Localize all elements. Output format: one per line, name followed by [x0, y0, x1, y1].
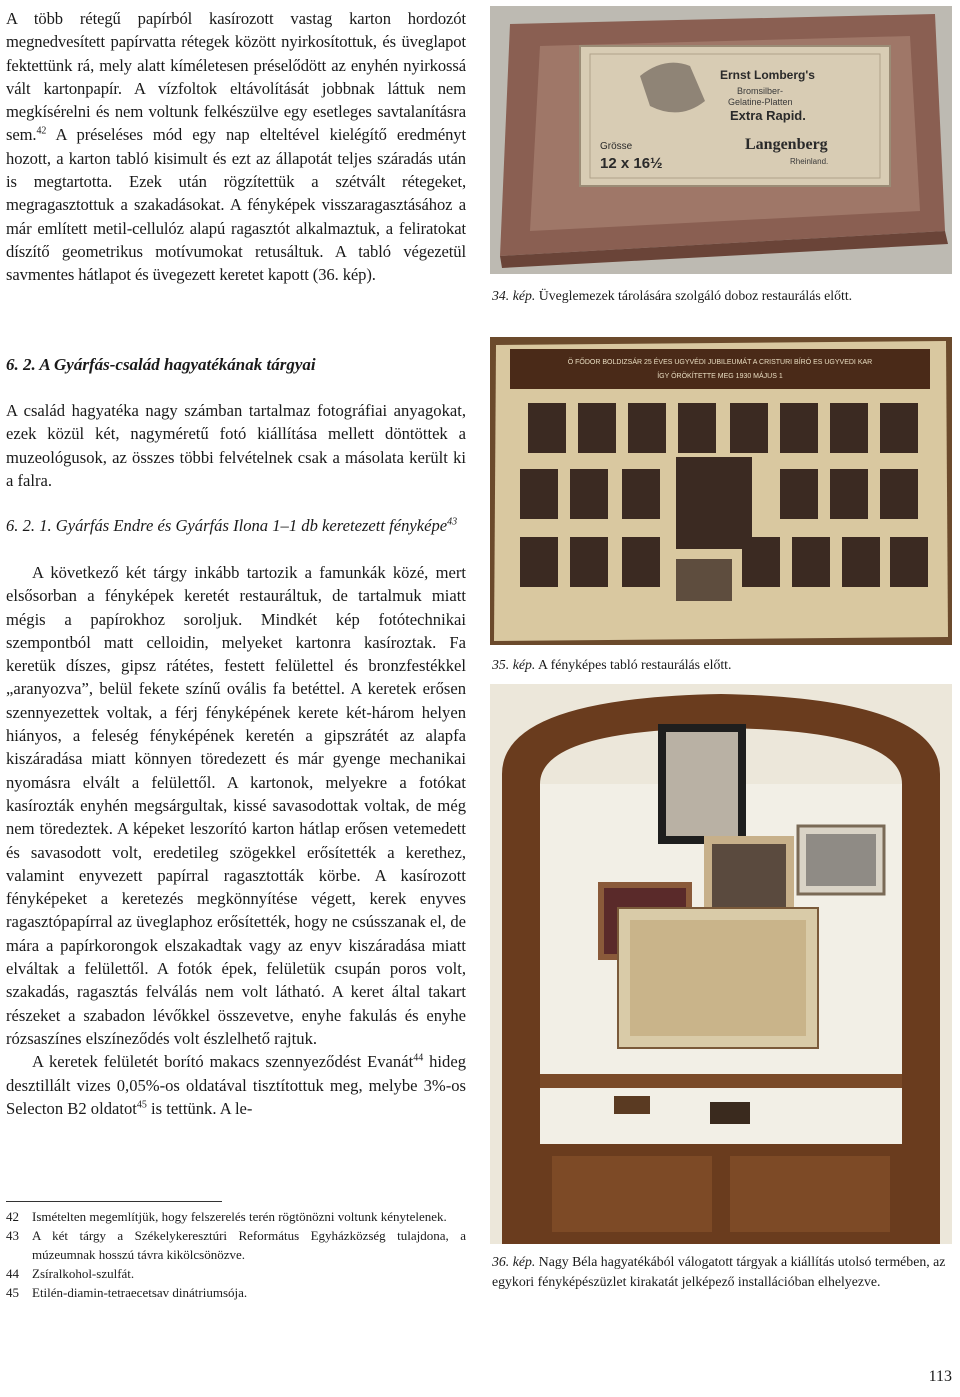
caption-36 [492, 1252, 952, 1292]
footnote-text: A két tárgy a Székelykeresztúri Református Egyházközség tulajdona, a múzeumnak hosszú távra kikölcsönözve. [32, 1228, 466, 1262]
region-name: Rheinland. [790, 157, 829, 166]
footnote [6, 1283, 466, 1302]
photo-installation [490, 684, 952, 1244]
caption-number: 35. kép. [492, 657, 536, 672]
subsection-heading [6, 514, 466, 537]
paragraph-text: A több rétegű papírból kasírozott vastag karton hordozót megnedvesített papírvatta rétegek között nyirkosítottuk, és üveglapot fektettünk rá, mely alatt kíméletesen préselődött az enyhén nyirkossá vált kartonpapír. A vízfoltok eltávolítását jobbnak láttuk nem megkísérelni és nem voltunk felkészülve egy esetleges savtalanításra sem. [6, 9, 466, 145]
caption-number: 36. kép. [492, 1254, 536, 1269]
footnote-text: Etilén-diamin-tetraecetsav dinátriumsója. [32, 1285, 248, 1300]
footnote-number: 44 [6, 1266, 19, 1281]
paragraph-text: A keretek felületét borító makacs szennyeződést Evanát [32, 1052, 414, 1072]
footnotes [6, 1207, 466, 1302]
footnote-ref[interactable]: 42 [36, 125, 47, 137]
portrait [520, 469, 558, 519]
size-value: 12 x 16½ [600, 155, 663, 172]
photo-right [806, 834, 876, 886]
display-shelf [540, 1074, 902, 1088]
portrait [628, 403, 666, 453]
label-line: Extra Rapid. [730, 108, 806, 123]
paragraph [6, 7, 466, 287]
portrait [622, 537, 660, 587]
portrait [678, 403, 716, 453]
portrait [792, 537, 830, 587]
subsection-heading-block [6, 514, 466, 537]
label-title: Ernst Lomberg's [720, 68, 815, 82]
banner-text: ÍGY ÖRÖKÍTETTE MEG 1930 MÁJUS 1 [657, 373, 783, 380]
footnote [6, 1264, 466, 1283]
portrait [780, 403, 818, 453]
footnote-number: 42 [6, 1209, 19, 1224]
portrait [730, 403, 768, 453]
footnote-divider [6, 1201, 222, 1202]
footnote [6, 1226, 466, 1264]
footnote [6, 1207, 466, 1226]
portrait [780, 469, 818, 519]
building-photo [676, 559, 732, 601]
paragraph: A család hagyatéka nagy számban tartalmaz fotográfiai anyagokat, ezek közül két, nagyméretű fotó kiállítása mellett döntöttek a muzeológusok, az összes többi felvételnek csak a másolata került ki a falra. [6, 401, 466, 490]
paragraph: A következő két tárgy inkább tartozik a famunkák közé, mert elsősorban a fényképek keretét restauráltuk, de tartalmuk miatt mégis a papírokhoz soroljuk. Mindkét kép fotótechnikai szempontból matt celloidin, melyeket kartonra kasíroztak. Fa keretük díszes, gipsz rátétes, festett felülettel és bronzfestékkel „aranyozva”, belül fekete színű ovális fa betéttel. A keretek erősen szennyezettek voltak, a férj fényképének kerete két-három helyen hiányos, a feleség fényképének keretén a gipszrátét az alapfa kiszáradása miatt könnyen töredezett és már gyenge mechanikai nyomásra elvált a felülettől. A kartonok, melyekre a fotókat kasírozták enyhén megsárgultak, kissé savasodottak voltak, de még nem töredeztek. A képeket leszorító karton hátlap erősen vetemedett és savasodott volt, eredetileg szögekkel erősítették a kerethez, valamint enyvezett papírral ragasztották körbe. A kasírozott fényképeket a keretezés megkönnyítése végett, kerek enyves ragasztópapírral az üveglaphoz erősítették, hogy ne csússzanak el, de mára a papírkorongok elszakadtak vagy az enyv kiszáradása miatt elváltak a felülettől. A fotók épek, felületük csupán poros volt, szakadás, ragasztás felválás nem volt látható. A keret által takart részeket a szabadon lévőkkel összevetve, enyhe fakulás és enyhe rózsaszínes elszíneződés volt észlelhető rajtuk. [6, 563, 466, 1048]
text-block-2 [6, 399, 466, 492]
portrait [578, 403, 616, 453]
caption-text: Nagy Béla hagyatékából válogatott tárgyak a kiállítás utolsó termében, az egykori fényképészüzlet kirakatát jelképező installációban elhelyezve. [492, 1254, 946, 1289]
portrait [622, 469, 660, 519]
photo-tableau [490, 337, 952, 645]
caption-text: Üveglemezek tárolására szolgáló doboz restaurálás előtt. [535, 288, 853, 303]
portrait [842, 537, 880, 587]
label-line: Bromsilber- [737, 86, 784, 96]
maker-name: Langenberg [745, 136, 828, 153]
footnote-ref[interactable]: 44 [413, 1052, 424, 1064]
label-line: Gelatine-Platten [728, 97, 793, 107]
portrait [742, 537, 780, 587]
central-portrait [676, 457, 752, 549]
footnote-ref[interactable]: 43 [447, 516, 458, 528]
portrait-photo [666, 732, 738, 836]
portrait [890, 537, 928, 587]
tableau-large-inner [630, 920, 806, 1036]
paragraph-text: A préseléses mód egy nap elteltével kielégítő eredményt hozott, a karton tabló kisimult és ezt az állapotát teljes száradás után is megtartotta. Ezek után rögzítettük a szétvált rétegeket, megragasztottuk a szakadásokat. A fényképek visszaragasztásához a már említett metil-cellulóz alapú ragasztót alkalmaztuk, a feliratokat díszítő geometrikus motívumokat retusáltuk. A tabló végezetül savmentes hátlapot és üvegezett keretet kapott (36. kép). [6, 125, 466, 285]
subsection-heading-text: 6. 2. 1. Gyárfás Endre és Gyárfás Ilona 1–1 db keretezett fényképe [6, 516, 448, 535]
caption-number: 34. kép. [492, 288, 536, 303]
text-block-1 [6, 7, 466, 287]
base-panel [552, 1156, 712, 1232]
text-block-3 [6, 561, 466, 1120]
tableau-illustration [490, 337, 952, 645]
banner-text: Ö FŐDOR BOLDIZSÁR 25 ÉVES UGYVÉDI JUBILEUMÁT A CRISTURI BÍRÓ ES UGYVEDI KAR [567, 359, 873, 366]
page-number: 113 [928, 1368, 952, 1385]
small-box [614, 1096, 650, 1114]
paragraph [6, 1050, 466, 1120]
portrait [880, 469, 918, 519]
footnote-ref[interactable]: 45 [136, 1099, 147, 1111]
section-heading: 6. 2. A Gyárfás-család hagyatékának tárgyai [6, 355, 316, 374]
section-heading-block [6, 355, 466, 375]
portrait [520, 537, 558, 587]
tableau-banner [510, 349, 930, 389]
caption-34 [492, 286, 952, 306]
portrait [830, 469, 868, 519]
footnote-number: 43 [6, 1228, 19, 1243]
base-panel [730, 1156, 890, 1232]
portrait [570, 537, 608, 587]
footnote-text: Ismételten megemlítjük, hogy felszerelés terén rögtönözni voltunk kénytelenek. [32, 1209, 447, 1224]
caption-text: A fényképes tabló restaurálás előtt. [535, 657, 732, 672]
footnote-text: Zsíralkohol-szulfát. [32, 1266, 135, 1281]
installation-illustration [490, 684, 952, 1244]
portrait [880, 403, 918, 453]
caption-35 [492, 655, 952, 675]
portrait [570, 469, 608, 519]
photo-plate-box [490, 6, 952, 274]
footnote-number: 45 [6, 1285, 19, 1300]
portrait [830, 403, 868, 453]
paragraph-text: is tettünk. A le- [146, 1098, 253, 1118]
portrait [528, 403, 566, 453]
plate-box-illustration [490, 6, 952, 274]
size-label: Grösse [600, 141, 633, 152]
small-box [710, 1102, 750, 1124]
paragraph-text: hideg desztillált vizes 0,05%-os oldatával tisztítottuk meg, melybe 3%-os Selecton B2 oldatot [6, 1052, 466, 1118]
